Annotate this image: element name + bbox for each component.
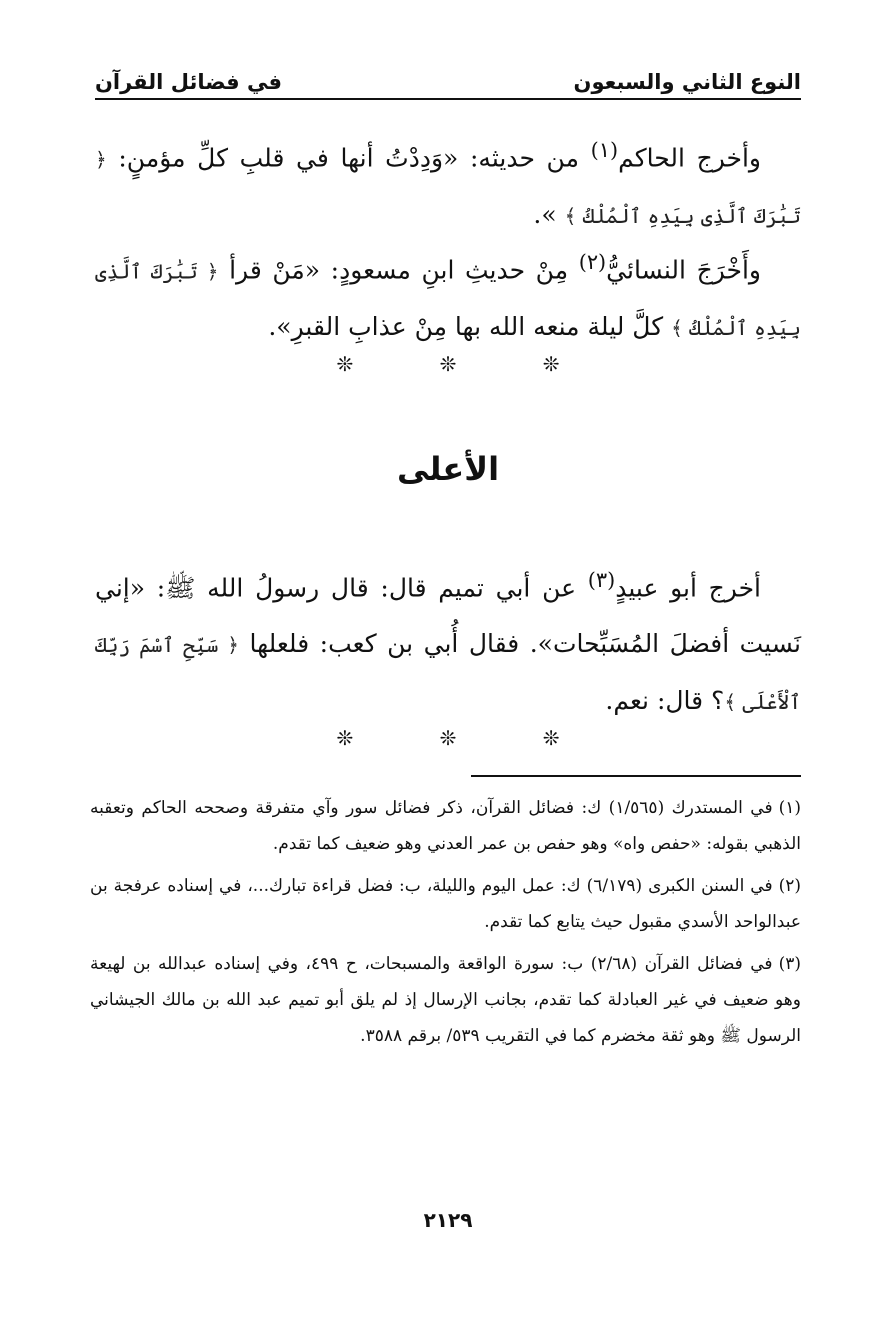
header-rule (95, 98, 801, 100)
footnote-2 (90, 868, 801, 940)
page-number: ٢١٢٩ (423, 1208, 473, 1232)
footnote-text: في السنن الكبرى (٦/١٧٩) ك: عمل اليوم والليلة، ب: فضل قراءة تبارك...، في إسناده عرفجة بن عبدالواحد الأسدي مقبول حيث يتابع كما تقدم. (90, 876, 801, 932)
paragraph-hakim (95, 122, 801, 244)
paragraph-text: وأَخْرَجَ النسائيُّ (606, 255, 761, 285)
paragraph-text: وأخرج الحاكم (618, 143, 761, 173)
footnote-rule (471, 775, 801, 777)
paragraph-abu-ubaid (95, 552, 801, 730)
quran-verse: ﴿ سَبِّحِ ٱسْمَ رَبِّكَ ٱلْأَعْلَى ﴾ (95, 633, 801, 715)
paragraph-text: كلَّ ليلة منعه الله بها مِنْ عذابِ القبرِ». (268, 312, 672, 342)
quran-verse: ﴿ تَبَٰرَكَ ٱلَّذِى بِيَدِهِ ٱلْمُلْكُ ﴾ (95, 259, 801, 341)
footnote-text: في المستدرك (١/٥٦٥) ك: فضائل القرآن، ذكر فضائل سور وآي متفرقة وصححه الحاكم وتعقبه الذهبي بقوله: «حفص واه» وهو حفص بن عمر العدني وهو ضعيف كما تقدم. (90, 798, 801, 854)
section-separator: ❊ ❊ ❊ (336, 726, 600, 750)
running-header (95, 50, 801, 94)
footnote-number: (١) (778, 798, 801, 818)
header-chapter-title: النوع الثاني والسبعون (573, 70, 801, 94)
paragraph-text: مِنْ حديثِ ابنِ مسعودٍ: «مَنْ قرأ (218, 255, 579, 285)
surah-title: الأعلى (396, 450, 500, 488)
footnote-number: (٣) (778, 954, 801, 974)
footnote-ref-1: (١) (590, 138, 619, 162)
paragraph-text: ؟ قال: نعم. (605, 686, 725, 716)
paragraph-nasai (95, 234, 801, 356)
footnote-number: (٢) (778, 876, 802, 896)
quran-verse: ﴿ تَبَٰرَكَ ٱلَّذِى بِيَدِهِ ٱلْمُلْكُ ﴾ (95, 147, 801, 229)
footnote-ref-3: (٣) (587, 568, 616, 592)
footnotes (90, 790, 801, 1060)
paragraph-text: من حديثه: «وَدِدْتُ أنها في قلبِ كلِّ مؤمنٍ: (106, 143, 591, 173)
paragraph-text: عن أبي تميم قال: قال رسولُ الله ﷺ: «إني نَسيت أفضلَ المُسَبِّحات». فقال أُبي بن كعب: فلعلها (95, 573, 802, 659)
header-book-title: في فضائل القرآن (95, 70, 282, 94)
footnote-3 (90, 946, 801, 1054)
paragraph-text: ». (533, 200, 565, 230)
section-separator: ❊ ❊ ❊ (336, 352, 600, 376)
paragraph-text: أخرج أبو عبيدٍ (615, 573, 761, 603)
footnote-1 (90, 790, 801, 862)
footnote-text: في فضائل القرآن (٢/٦٨) ب: سورة الواقعة والمسبحات، ح ٤٩٩، وفي إسناده عبدالله بن لهيعة وهو ضعيف في غير العبادلة كما تقدم، بجانب الإرسال إذ لم يلق أبو تميم عبد الله بن مالك الجيشاني الرسول ﷺ وهو ثقة مخضرم كما في التقريب ٥٣٩/ برقم ٣٥٨٨. (90, 954, 801, 1046)
footnote-ref-2: (٢) (578, 250, 607, 274)
